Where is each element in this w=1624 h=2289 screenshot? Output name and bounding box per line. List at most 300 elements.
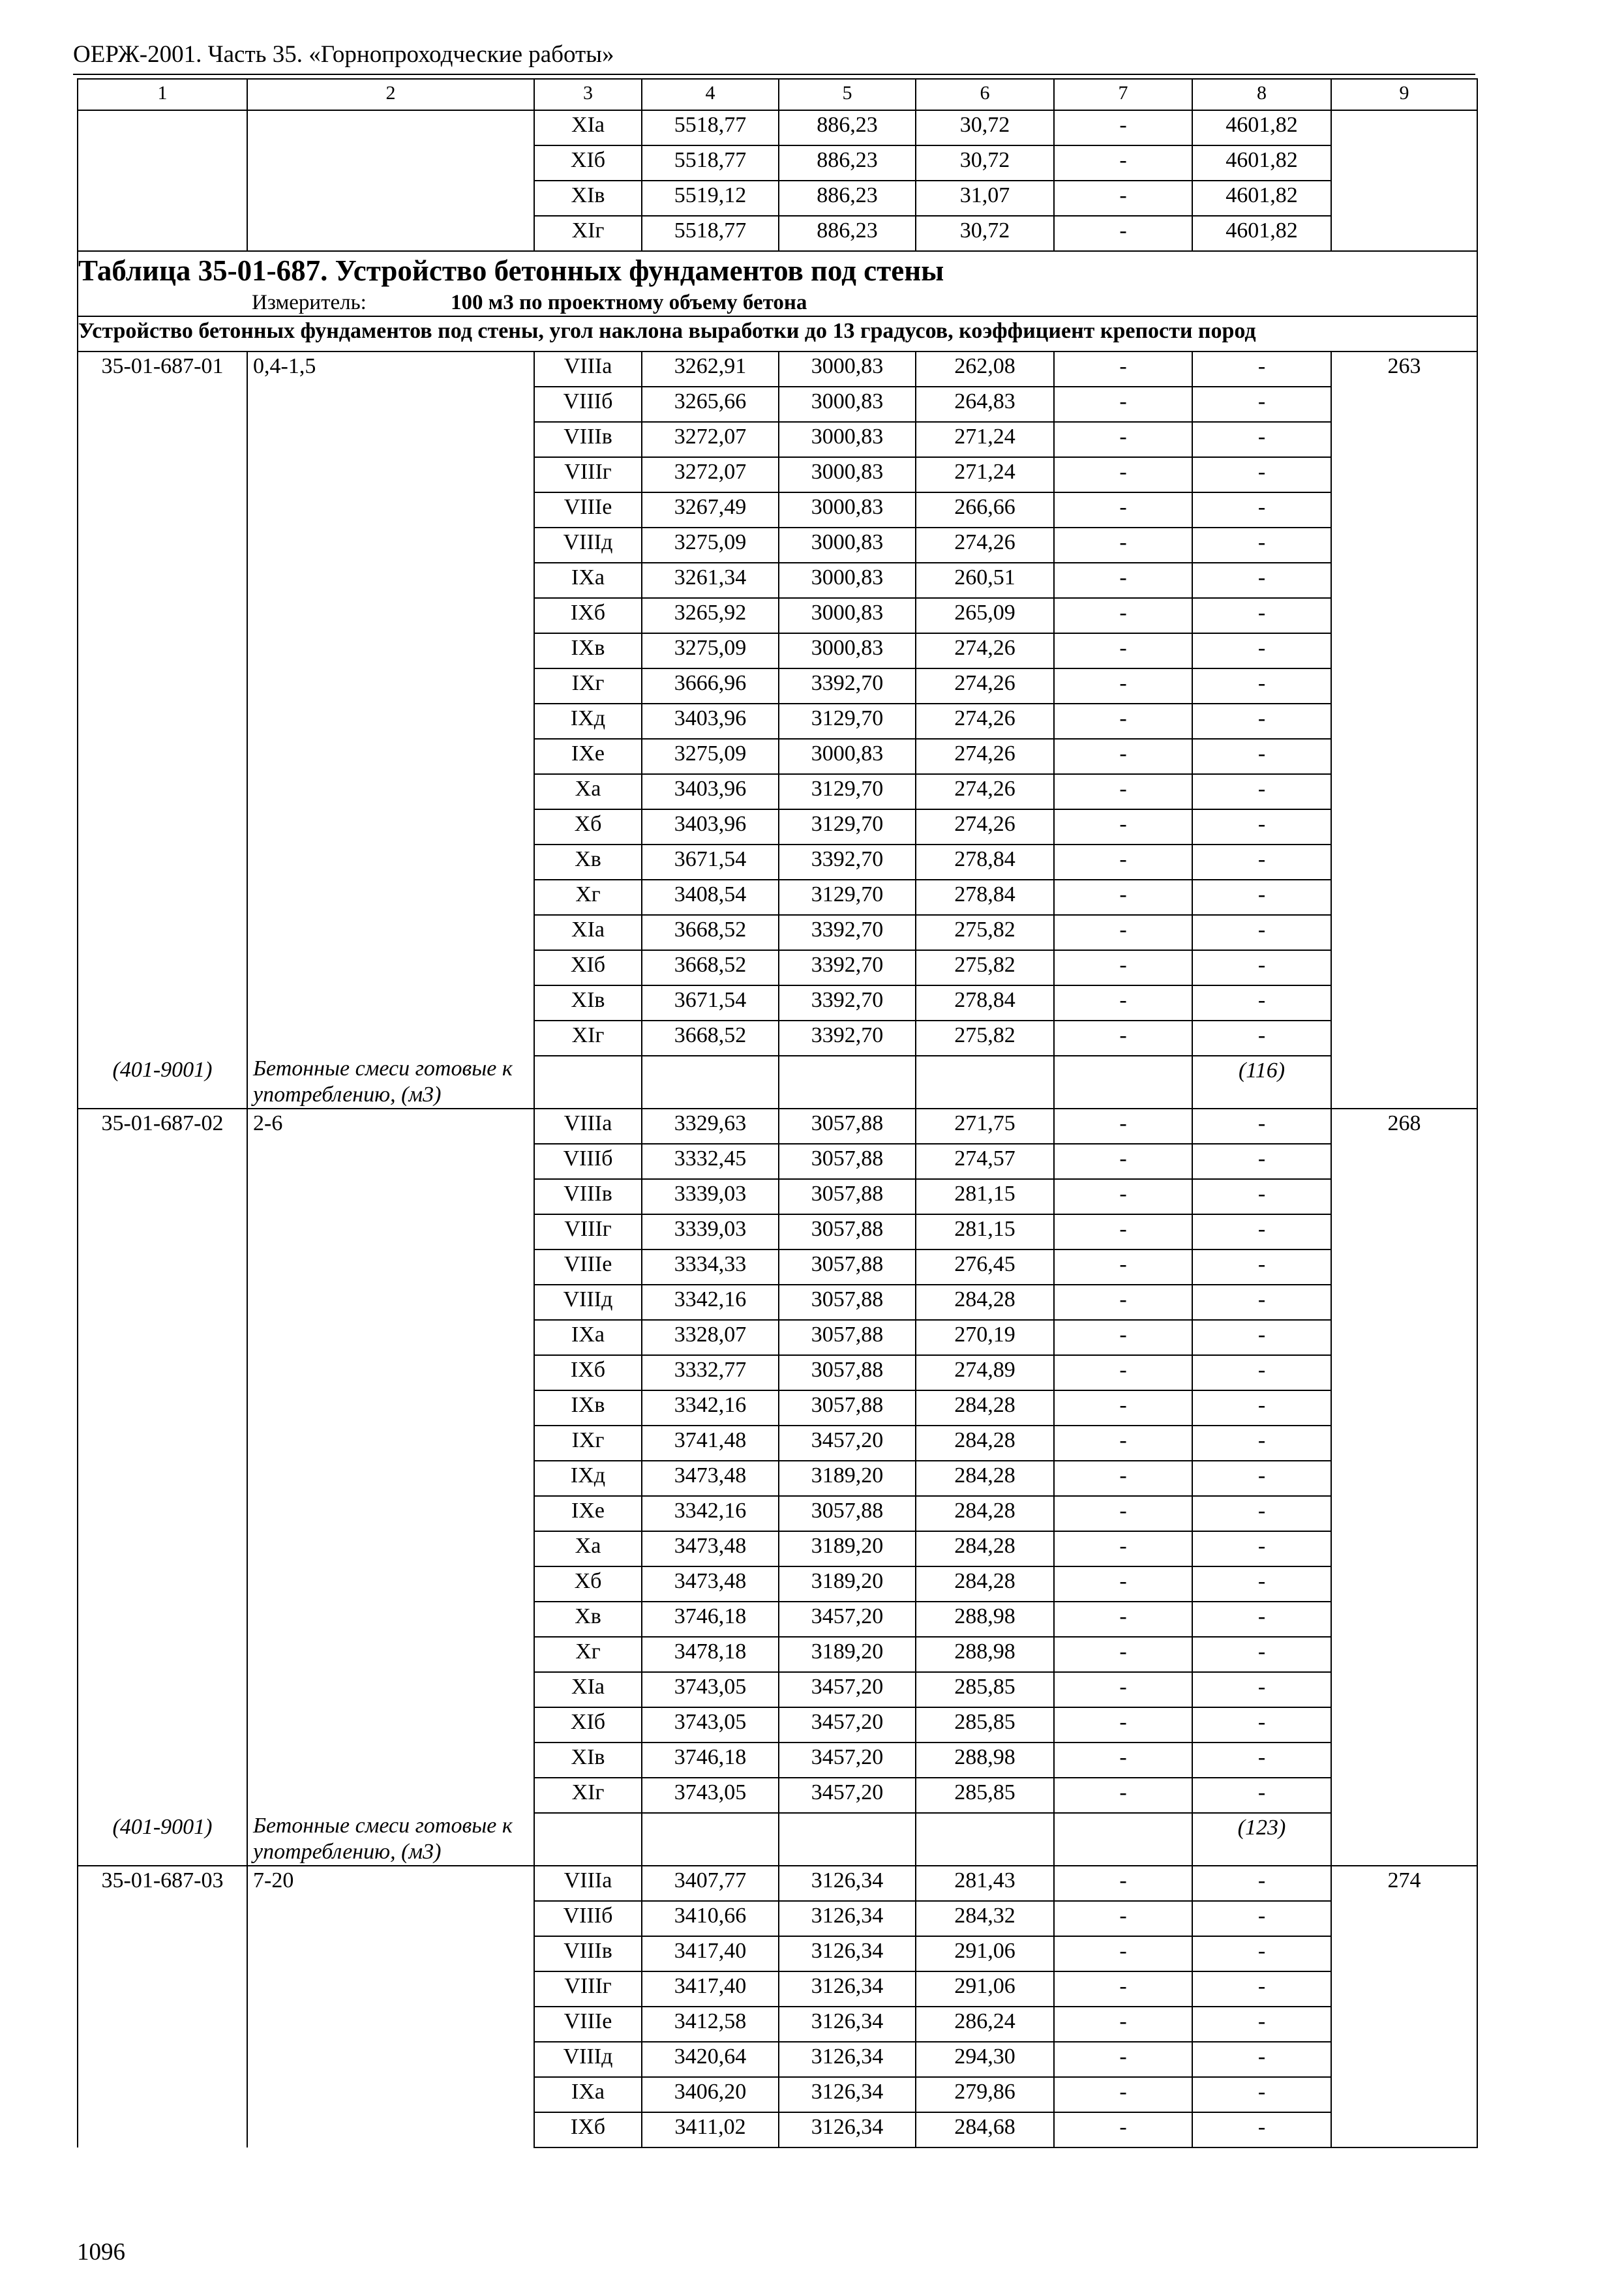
machine-cost: 274,26 [916,774,1054,809]
material-cost: - [1192,352,1331,387]
range-cell [247,2112,534,2147]
labor-cost: 3129,70 [779,880,916,915]
table-title: Таблица 35-01-687. Устройство бетонных фундаментов под стены [78,254,944,287]
labor-cost: 3189,20 [779,1566,916,1602]
rock-category: VIIIб [534,1144,642,1179]
rock-category: XIа [534,1672,642,1707]
code-cell [78,774,247,809]
machine-cost: 281,43 [916,1866,1054,1901]
material-quantity: (123) [1192,1813,1331,1866]
machine-cost: 262,08 [916,352,1054,387]
rock-category: VIIIе [534,2007,642,2042]
machine-cost: 275,82 [916,915,1054,950]
labor-cost: 3457,20 [779,1778,916,1813]
code-cell [78,633,247,668]
range-cell [247,1496,534,1531]
material-cost: - [1192,528,1331,563]
direct-cost: 5519,12 [642,181,779,216]
hardness-range: 0,4-1,5 [247,352,534,387]
direct-cost: 3410,66 [642,1901,779,1936]
machine-cost: 274,26 [916,528,1054,563]
code-cell [78,668,247,704]
table-row [78,880,1477,915]
code-cell [78,1179,247,1214]
material-cost: - [1192,1707,1331,1743]
labor-cost: 3126,34 [779,2042,916,2077]
table-row [78,1743,1477,1778]
table-row [78,110,1477,145]
rock-category: VIIIв [534,1936,642,1971]
range-cell [247,1901,534,1936]
range-cell [247,1144,534,1179]
table-row [78,1144,1477,1179]
labor-cost: 3126,34 [779,2007,916,2042]
material-cost: - [1192,2007,1331,2042]
material-cost: 4601,82 [1192,145,1331,181]
labor-cost: 3126,34 [779,1866,916,1901]
operator-cost: - [1054,1109,1192,1144]
machine-cost: 271,24 [916,422,1054,457]
machine-cost: 271,75 [916,1109,1054,1144]
material-cost: - [1192,2042,1331,2077]
rock-category: IXа [534,2077,642,2112]
table-row [78,950,1477,985]
operator-cost: - [1054,528,1192,563]
table-title-row [78,251,1477,316]
material-cost: - [1192,492,1331,528]
table-row [78,1566,1477,1602]
rock-category: VIIIг [534,1971,642,2007]
material-cost: - [1192,668,1331,704]
operator-cost: - [1054,492,1192,528]
table-row [78,1214,1477,1249]
range-cell [247,1355,534,1390]
table-row [78,1866,1477,1901]
operator-cost: - [1054,181,1192,216]
machine-cost: 274,26 [916,704,1054,739]
range-cell [247,915,534,950]
labor-cost: 3126,34 [779,1971,916,2007]
range-cell [247,1214,534,1249]
rock-category: VIIIд [534,528,642,563]
rock-category: VIIIг [534,457,642,492]
table-row [78,739,1477,774]
machine-cost: 284,28 [916,1426,1054,1461]
operator-cost: - [1054,1285,1192,1320]
material-cost: - [1192,563,1331,598]
machine-cost: 284,68 [916,2112,1054,2147]
operator-cost: - [1054,563,1192,598]
material-cost: - [1192,1901,1331,1936]
table-row [78,1249,1477,1285]
code-cell [78,1021,247,1056]
direct-cost: 3342,16 [642,1285,779,1320]
material-cost: - [1192,774,1331,809]
machine-cost: 291,06 [916,1971,1054,2007]
rock-category: XIа [534,110,642,145]
direct-cost: 3741,48 [642,1426,779,1461]
labor-cost: 3057,88 [779,1109,916,1144]
rock-category: VIIIв [534,422,642,457]
operator-cost: - [1054,845,1192,880]
operator-cost: - [1054,1778,1192,1813]
column-number: 3 [534,79,642,110]
labor-cost: 3057,88 [779,1179,916,1214]
labor-cost: 3057,88 [779,1285,916,1320]
direct-cost: 3473,48 [642,1531,779,1566]
code-cell [78,387,247,422]
column-number: 7 [1054,79,1192,110]
code-cell [78,1144,247,1179]
empty-cell [534,1813,642,1866]
machine-cost: 274,89 [916,1355,1054,1390]
machine-cost: 274,57 [916,1144,1054,1179]
item-code: 35-01-687-02 [78,1109,247,1144]
machine-cost: 266,66 [916,492,1054,528]
machine-cost: 288,98 [916,1743,1054,1778]
table-row [78,774,1477,809]
operator-cost: - [1054,1637,1192,1672]
range-cell [247,563,534,598]
table-row [78,1426,1477,1461]
direct-cost: 3265,92 [642,598,779,633]
rock-category: IXе [534,1496,642,1531]
table-row [78,2077,1477,2112]
material-cost: - [1192,1179,1331,1214]
material-name: Бетонные смеси готовые к употреблению, (м3) [253,1056,513,1107]
direct-cost: 3334,33 [642,1249,779,1285]
labor-cost: 886,23 [779,216,916,251]
material-cost: - [1192,1214,1331,1249]
direct-cost: 3671,54 [642,845,779,880]
rock-category: VIIIа [534,1109,642,1144]
material-cost: - [1192,1249,1331,1285]
labor-cost: 3000,83 [779,563,916,598]
measure-line [78,290,1477,316]
rock-category: Xв [534,845,642,880]
operator-cost: - [1054,457,1192,492]
code-cell [78,1320,247,1355]
range-cell [247,739,534,774]
operator-cost: - [1054,216,1192,251]
labor-cost: 3126,34 [779,2112,916,2147]
rock-category: VIIIд [534,1285,642,1320]
direct-cost: 3332,77 [642,1355,779,1390]
machine-cost: 270,19 [916,1320,1054,1355]
operator-cost: - [1054,145,1192,181]
direct-cost: 3417,40 [642,1971,779,2007]
material-cost: - [1192,387,1331,422]
range-cell [247,774,534,809]
rock-category: Xв [534,1602,642,1637]
rock-category: Xг [534,1637,642,1672]
hardness-range: 2-6 [247,1109,534,1144]
operator-cost: - [1054,668,1192,704]
machine-cost: 265,09 [916,598,1054,633]
material-cost: - [1192,1602,1331,1637]
material-cost: - [1192,1566,1331,1602]
operator-cost: - [1054,2112,1192,2147]
machine-cost: 291,06 [916,1936,1054,1971]
labor-cost: 886,23 [779,145,916,181]
rock-category: VIIIд [534,2042,642,2077]
material-cost: - [1192,1355,1331,1390]
column-number: 9 [1331,79,1477,110]
material-cost: - [1192,915,1331,950]
range-cell [247,1672,534,1707]
range-cell [247,809,534,845]
measure-value: 100 м3 по проектному объему бетона [451,291,807,314]
range-cell [247,598,534,633]
direct-cost: 3417,40 [642,1936,779,1971]
machine-cost: 31,07 [916,181,1054,216]
rock-category: IXб [534,2112,642,2147]
machine-cost: 275,82 [916,950,1054,985]
table-row [78,704,1477,739]
direct-cost: 3668,52 [642,950,779,985]
rock-category: XIг [534,1021,642,1056]
direct-cost: 3668,52 [642,1021,779,1056]
table-row [78,668,1477,704]
operator-cost: - [1054,1320,1192,1355]
code-cell [78,528,247,563]
labor-cost: 3000,83 [779,598,916,633]
operator-cost: - [1054,1602,1192,1637]
labor-cost: 3189,20 [779,1637,916,1672]
labor-hours: 263 [1331,352,1477,1109]
rock-category: VIIIб [534,387,642,422]
material-cost: - [1192,1109,1331,1144]
material-cost: - [1192,1144,1331,1179]
range-cell [247,1461,534,1496]
rock-category: IXа [534,563,642,598]
operator-cost: - [1054,950,1192,985]
rock-category: VIIIг [534,1214,642,1249]
operator-cost: - [1054,2077,1192,2112]
rock-category: IXв [534,633,642,668]
code-cell [78,739,247,774]
labor-cost: 3126,34 [779,1936,916,1971]
labor-cost: 3000,83 [779,739,916,774]
direct-cost: 3671,54 [642,985,779,1021]
machine-cost: 30,72 [916,145,1054,181]
operator-cost: - [1054,1179,1192,1214]
material-cost: - [1192,1778,1331,1813]
material-cost: - [1192,422,1331,457]
code-cell [78,2007,247,2042]
table-row [78,1390,1477,1426]
direct-cost: 3267,49 [642,492,779,528]
material-cost: - [1192,985,1331,1021]
table-row [78,1355,1477,1390]
code-cell [78,1214,247,1249]
direct-cost: 3272,07 [642,457,779,492]
range-cell [247,1936,534,1971]
labor-cost: 3057,88 [779,1320,916,1355]
table-row [78,1320,1477,1355]
table-row [78,1707,1477,1743]
rock-category: IXб [534,598,642,633]
operator-cost: - [1054,1426,1192,1461]
code-cell [78,1672,247,1707]
empty-cell [642,1813,779,1866]
code-cell [78,2112,247,2147]
labor-cost: 3392,70 [779,915,916,950]
code-cell [78,950,247,985]
code-cell [78,1285,247,1320]
labor-cost: 3057,88 [779,1355,916,1390]
direct-cost: 3403,96 [642,809,779,845]
code-cell [78,1602,247,1637]
rock-category: XIг [534,1778,642,1813]
labor-cost: 3057,88 [779,1144,916,1179]
table-row [78,598,1477,633]
range-cell [247,950,534,985]
table-row [78,1901,1477,1936]
operator-cost: - [1054,1144,1192,1179]
operator-cost: - [1054,352,1192,387]
labor-cost: 3000,83 [779,492,916,528]
material-code: (401-9001) [78,1813,247,1866]
material-cost: - [1192,1971,1331,2007]
labor-cost: 3457,20 [779,1672,916,1707]
labor-cost: 3129,70 [779,704,916,739]
labor-cost: 886,23 [779,110,916,145]
operator-cost: - [1054,1214,1192,1249]
operator-cost: - [1054,1866,1192,1901]
range-cell [247,2042,534,2077]
table-row [78,2112,1477,2147]
range-cell [247,2007,534,2042]
table-row [78,457,1477,492]
material-cost: 4601,82 [1192,110,1331,145]
column-number-row [78,79,1477,110]
labor-cost: 3189,20 [779,1531,916,1566]
column-number: 5 [779,79,916,110]
machine-cost: 30,72 [916,216,1054,251]
operator-cost: - [1054,1021,1192,1056]
code-cell [78,1496,247,1531]
operator-cost: - [1054,633,1192,668]
material-cost: - [1192,633,1331,668]
rock-category: Xг [534,880,642,915]
range-cell [247,1320,534,1355]
code-cell [78,492,247,528]
rock-category: XIа [534,915,642,950]
machine-cost: 285,85 [916,1778,1054,1813]
operator-cost: - [1054,1390,1192,1426]
labor-cost: 3057,88 [779,1214,916,1249]
range-cell [247,1426,534,1461]
material-cost: - [1192,880,1331,915]
operator-cost: - [1054,739,1192,774]
code-cell [78,1249,247,1285]
range-cell [247,1566,534,1602]
material-cost: - [1192,1320,1331,1355]
code-cell [78,1426,247,1461]
range-cell [247,1602,534,1637]
material-cost: - [1192,950,1331,985]
rock-category: VIIIа [534,352,642,387]
code-cell [78,880,247,915]
code-cell [78,915,247,950]
operator-cost: - [1054,1566,1192,1602]
labor-cost: 3057,88 [779,1496,916,1531]
labor-cost: 3189,20 [779,1461,916,1496]
code-cell [78,1461,247,1496]
running-header: ОЕРЖ-2001. Часть 35. «Горнопроходческие работы» [73,41,614,68]
table-row [78,528,1477,563]
labor-hours: 268 [1331,1109,1477,1866]
direct-cost: 3666,96 [642,668,779,704]
section-title-row [78,316,1477,352]
code-cell [78,1743,247,1778]
table-row [78,1971,1477,2007]
table-row [78,1496,1477,1531]
code-cell [78,1707,247,1743]
machine-cost: 294,30 [916,2042,1054,2077]
operator-cost: - [1054,2042,1192,2077]
rock-category: IXа [534,1320,642,1355]
rock-category: IXб [534,1355,642,1390]
material-cost: - [1192,809,1331,845]
range-cell [247,422,534,457]
rock-category: XIв [534,985,642,1021]
machine-cost: 281,15 [916,1179,1054,1214]
material-cost: - [1192,598,1331,633]
direct-cost: 3265,66 [642,387,779,422]
machine-cost: 288,98 [916,1637,1054,1672]
range-cell [247,985,534,1021]
direct-cost: 3746,18 [642,1602,779,1637]
direct-cost: 3412,58 [642,2007,779,2042]
operator-cost: - [1054,2007,1192,2042]
rock-category: IXг [534,668,642,704]
labor-cost: 3057,88 [779,1390,916,1426]
column-number: 6 [916,79,1054,110]
machine-cost: 286,24 [916,2007,1054,2042]
column-number: 8 [1192,79,1331,110]
range-cell [247,845,534,880]
rock-category: IXг [534,1426,642,1461]
material-quantity: (116) [1192,1056,1331,1109]
direct-cost: 3275,09 [642,633,779,668]
direct-cost: 3473,48 [642,1461,779,1496]
table-row [78,492,1477,528]
range-cell [247,528,534,563]
code-cell [78,1778,247,1813]
direct-cost: 3408,54 [642,880,779,915]
machine-cost: 260,51 [916,563,1054,598]
material-cost: - [1192,1743,1331,1778]
rock-category: VIIIб [534,1901,642,1936]
direct-cost: 3262,91 [642,352,779,387]
machine-cost: 284,32 [916,1901,1054,1936]
machine-cost: 278,84 [916,880,1054,915]
empty-cell [534,1056,642,1109]
machine-cost: 274,26 [916,668,1054,704]
rock-category: Xа [534,1531,642,1566]
labor-cost: 3126,34 [779,2077,916,2112]
machine-cost: 288,98 [916,1602,1054,1637]
code-cell [78,1390,247,1426]
direct-cost: 3261,34 [642,563,779,598]
empty-cell [916,1813,1054,1866]
table-row [78,2007,1477,2042]
rock-category: XIб [534,145,642,181]
labor-cost: 3057,88 [779,1249,916,1285]
material-cost: - [1192,1426,1331,1461]
